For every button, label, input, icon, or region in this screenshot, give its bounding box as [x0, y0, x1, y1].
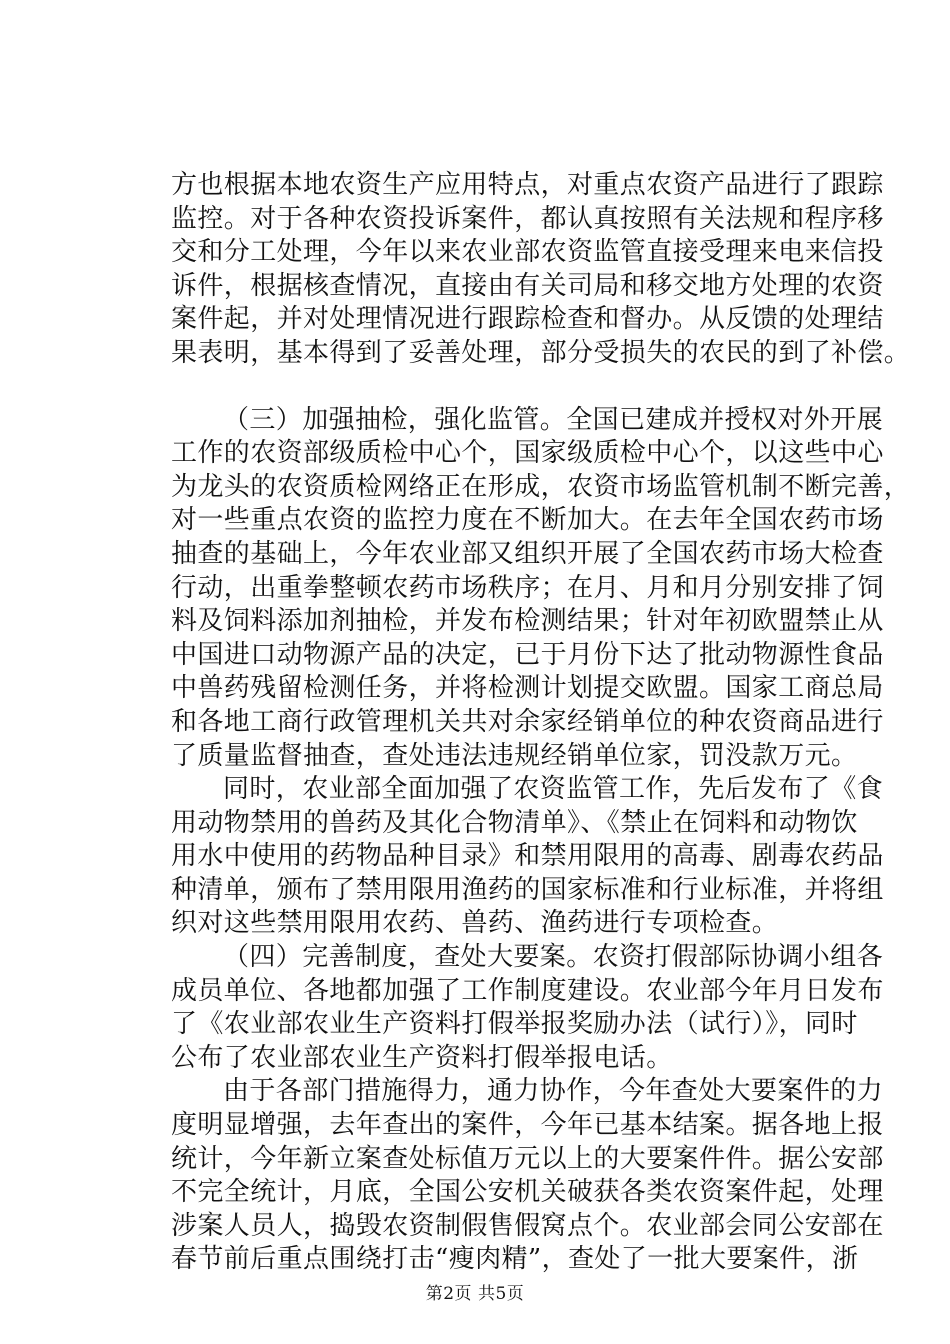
text-line: 织对这些禁用限用农药、兽药、渔药进行专项检查。: [171, 908, 779, 939]
paragraph-5: [171, 1075, 884, 1277]
text-line: 和各地工商行政管理机关共对余家经销单位的种农资商品进行: [171, 706, 884, 737]
text-line: 公布了农业部农业生产资料打假举报电话。: [171, 1042, 673, 1073]
text-line: 交和分工处理，今年以来农业部农资监管直接受理来电来信投: [171, 237, 884, 268]
text-line: 涉案人员人，捣毁农资制假售假窝点个。农业部会同公安部在: [171, 1210, 884, 1241]
paragraph-4: [171, 941, 884, 1075]
text-line: 春节前后重点围绕打击“瘦肉精”，查处了一批大要案件，浙: [171, 1244, 859, 1275]
text-line: 用动物禁用的兽药及其化合物清单》、《禁止在饲料和动物饮: [171, 807, 858, 838]
paragraph-gap: [171, 371, 831, 404]
paragraph-1: [171, 169, 911, 371]
text-line: 用水中使用的药物品种目录》和禁用限用的高毒、剧毒农药品: [171, 841, 884, 872]
text-line: 不完全统计，月底，全国公安机关破获各类农资案件起，处理: [171, 1177, 884, 1208]
text-line: 诉件，根据核查情况，直接由有关司局和移交地方处理的农资: [171, 270, 884, 301]
text-line: 为龙头的农资质检网络正在形成，农资市场监管机制不断完善，: [171, 471, 911, 502]
text-line: 果表明，基本得到了妥善处理，部分受损失的农民的到了补偿。: [171, 337, 911, 368]
text-line: 对一些重点农资的监控力度在不断加大。在去年全国农药市场: [171, 505, 884, 536]
text-line: 中兽药残留检测任务，并将检测计划提交欧盟。国家工商总局: [171, 673, 884, 704]
text-line: 抽查的基础上，今年农业部又组织开展了全国农药市场大检查: [171, 538, 884, 569]
text-line: 中国进口动物源产品的决定，已于月份下达了批动物源性食品: [171, 639, 884, 670]
text-line: （三）加强抽检，强化监管。全国已建成并授权对外开展: [223, 404, 884, 435]
text-line: 度明显增强，去年查出的案件，今年已基本结案。据各地上报: [171, 1110, 884, 1141]
page-number-footer: 第2页 共5页: [425, 1284, 525, 1304]
body-text: [171, 169, 911, 1277]
text-line: 了《农业部农业生产资料打假举报奖励办法（试行）》，同时: [171, 1009, 858, 1040]
text-line: 统计，今年新立案查处标值万元以上的大要案件件。据公安部: [171, 1143, 884, 1174]
text-line: 成员单位、各地都加强了工作制度建设。农业部今年月日发布: [171, 975, 884, 1006]
text-line: 料及饲料添加剂抽检，并发布检测结果；针对年初欧盟禁止从: [171, 606, 884, 637]
paragraph-2: [171, 404, 911, 774]
text-line: 了质量监督抽查，查处违法违规经销单位家，罚没款万元。: [171, 740, 858, 771]
text-line: 由于各部门措施得力，通力协作，今年查处大要案件的力: [223, 1076, 884, 1107]
text-line: 种清单，颁布了禁用限用渔药的国家标准和行业标准，并将组: [171, 874, 884, 905]
text-line: 方也根据本地农资生产应用特点，对重点农资产品进行了跟踪: [171, 170, 884, 200]
text-line: 同时，农业部全面加强了农资监管工作，先后发布了《食: [223, 774, 884, 805]
text-line: 监控。对于各种农资投诉案件，都认真按照有关法规和程序移: [171, 203, 884, 234]
text-line: 行动，出重拳整顿农药市场秩序；在月、月和月分别安排了饲: [171, 572, 884, 603]
text-line: 案件起，并对处理情况进行跟踪检查和督办。从反馈的处理结: [171, 304, 884, 335]
paragraph-3: [171, 773, 884, 941]
text-line: （四）完善制度，查处大要案。农资打假部际协调小组各: [223, 942, 884, 973]
text-line: 工作的农资部级质检中心个，国家级质检中心个，以这些中心: [171, 438, 884, 469]
